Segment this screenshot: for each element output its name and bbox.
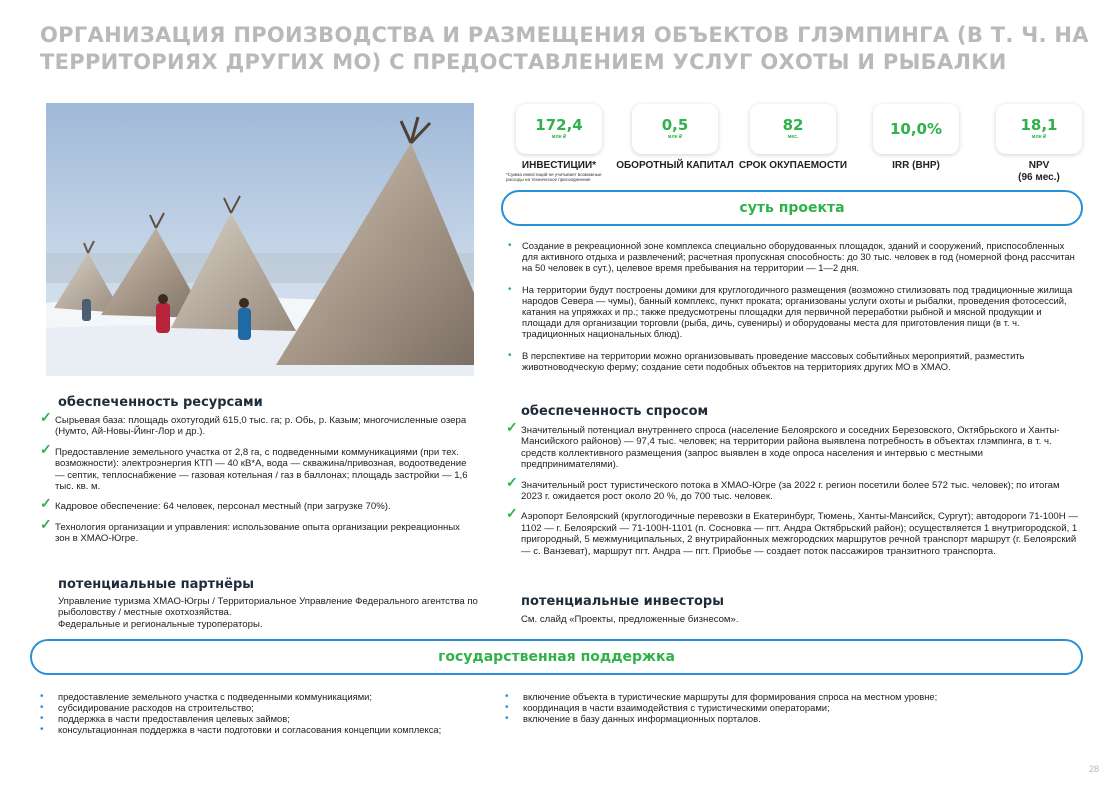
page-number: 28 (1088, 764, 1099, 774)
kpi-value: 18,1 (1020, 116, 1058, 134)
kpi-label: NPV (1028, 160, 1050, 171)
kpi-label: ИНВЕСТИЦИИ* (521, 160, 597, 171)
investors-text: См. слайд «Проекты, предложенные бизнесом». (521, 614, 739, 625)
list-item: ✓ Кадровое обеспечение: 64 человек, персонал местный (при загрузке 70%). (40, 495, 391, 513)
kpi-working-capital (616, 104, 734, 172)
list-item: ✓ Технология организации и управления: использование опыта организации рекреационных зон в ХМАО-Югре. (40, 515, 460, 545)
kpi-payback (734, 104, 852, 172)
kpi-value: 0,5 (661, 116, 689, 134)
investors-heading: потенциальные инвесторы (521, 594, 724, 609)
list-item: ✓ Аэропорт Белоярский (круглогодичные перевозки в Екатеринбург, Тюмень, Ханты-Мансийск, Сургут); автодороги 71-100Н — 1102 — г. Белоярский — 71-100Н-1101 (п. Сосновка — пгт. Андра Октябрьский район); осуществляется 1 внутригородской, 1 пригородный, 5 межмуниципальных, 2 внутрирайонных межгородских маршрутов речной транспорт маршрут (г. Белоярский — с. Ванзеват), маршрут пгт. Андра — пгт. Приобье — создает поток пассажиров транзитного транспорта. (506, 505, 1078, 557)
chum-illustration (46, 103, 474, 376)
project-core-heading: суть проекта (501, 190, 1083, 226)
checkmark-icon: ✓ (506, 419, 518, 435)
kpi-label: СРОК ОКУПАЕМОСТИ (738, 160, 848, 171)
list-item: ✓ Значительный потенциал внутреннего спроса (население Белоярского и соседних Березовского, Октябрьского и Ханты-Мансийского районов) — 97,4 тыс. человек; на территории района выявлена потребность в объектах глэмпинга, в т. ч. средств коллективного размещения (запрос выявлен в ходе опроса населения и интервью с местными предпринимателями). (506, 419, 1060, 471)
kpi-value: 10,0% (889, 119, 943, 138)
list-item: • включение объекта в туристические маршруты для формирования спроса на местном уровне; (505, 691, 1065, 702)
kpi-unit: мес. (787, 134, 799, 140)
partners-text: Управление туризма ХМАО-Югры / Территориальное Управление Федерального агентства по рыболовству / местные охотхозяйства. Федеральные и региональные туроператоры. (58, 596, 478, 630)
kpi-unit: млн ₽ (1031, 134, 1047, 140)
state-support-heading: государственная поддержка (30, 639, 1083, 675)
support-list-left (40, 691, 480, 735)
checkmark-icon: ✓ (40, 495, 52, 512)
list-item: ✓ Предоставление земельного участка от 2,8 га, с подведенными коммуникациями (при тех. возможности): электроэнергия КТП — 40 кВ*А, вода — скважина/привозная, водоотведение — септик, теплоснабжение — газовая котельная / газ в баллонах; площадь застройки — 1,6 тыс. кв. м. (40, 440, 468, 493)
kpi-row (500, 104, 1086, 192)
list-item: • консультационная поддержка в части подготовки и согласования концепции комплекса; (40, 724, 480, 735)
support-list-right (505, 691, 1065, 724)
checkmark-icon: ✓ (40, 409, 52, 425)
list-item: • субсидирование расходов на строительство; (40, 702, 480, 713)
kpi-footnote: *Сумма инвестиций не учитывает возможные расходы на техническое присоединение (506, 172, 602, 182)
kpi-investments (500, 104, 618, 182)
kpi-label: IRR (ВНР) (892, 160, 940, 171)
kpi-card (516, 104, 602, 154)
checkmark-icon: ✓ (40, 515, 52, 532)
list-item: • включение в базу данных информационных порталов. (505, 713, 1065, 724)
resources-list (40, 409, 472, 554)
kpi-label: ОБОРОТНЫЙ КАПИТАЛ (616, 160, 734, 171)
project-core-list (508, 240, 1078, 382)
demand-heading: обеспеченность спросом (521, 404, 709, 419)
partners-heading: потенциальные партнёры (58, 577, 255, 592)
list-item: • На территории будут построены домики для круглогодичного размещения (возможно стилизовать под традиционные жилища народов Севера — чумы), банный комплекс, пункт проката; организованы услуги охоты и рыбалки, проведения фотосессий, катания на упряжках и пр.; также предусмотрены площадки для первичной переработки рыбной и мясной продукции и площади для организации торговли (рыба, дичь, сувениры) и оборудованы места для приготовления пищи (в т. ч. традиционных национальных блюд). (508, 284, 1078, 340)
checkmark-icon: ✓ (506, 473, 518, 490)
list-item: • предоставление земельного участка с подведенными коммуникациями; (40, 691, 480, 702)
kpi-value: 82 (782, 116, 804, 134)
kpi-irr (857, 104, 975, 172)
checkmark-icon: ✓ (506, 505, 518, 522)
list-item: • Создание в рекреационной зоне комплекса специально оборудованных площадок, зданий и сооружений, приспособленных для активного отдыха и развлечений; расчетная пропускная способность: до 30 тыс. человек в год (номерной фонд рассчитан на 50 человек в сут.), целевое время пребывания на территории — 1—2 дня. (508, 240, 1078, 274)
list-item: ✓ Значительный рост туристического потока в ХМАО-Югре (за 2022 г. регион посетили более 572 тыс. человек); по итогам 2023 г. ожидается рост около 20 %, до 700 тыс. человек. (506, 473, 1060, 503)
kpi-card (632, 104, 718, 154)
chum-camp-photo (46, 103, 474, 376)
kpi-card (873, 104, 959, 154)
kpi-value: 172,4 (535, 116, 583, 134)
kpi-unit: млн ₽ (551, 134, 567, 140)
list-item: ✓ Сырьевая база: площадь охотугодий 615,0 тыс. га; р. Обь, р. Казым; многочисленные озера (Нумто, Ай-Новы-Йинг-Лор и др.). (40, 409, 467, 438)
resources-heading: обеспеченность ресурсами (58, 395, 263, 410)
kpi-npv (980, 104, 1098, 184)
page-title: ОРГАНИЗАЦИЯ ПРОИЗВОДСТВА И РАЗМЕЩЕНИЯ ОБЪЕКТОВ ГЛЭМПИНГА (В Т. Ч. НА ТЕРРИТОРИЯХ ДРУГИХ МО) С ПРЕДОСТАВЛЕНИЕМ УСЛУГ ОХОТЫ И РЫБАЛКИ (40, 23, 1089, 74)
list-item: • В перспективе на территории можно организовывать проведение массовых событийных мероприятий, разместить животноводческую ферму; создание сети подобных объектов на территориях других МО в ХМАО. (508, 350, 1078, 372)
kpi-sublabel: (96 мес.) (1018, 172, 1060, 183)
list-item: • поддержка в части предоставления целевых займов; (40, 713, 480, 724)
list-item: • координация в части взаимодействия с туристическими операторами; (505, 702, 1065, 713)
kpi-card (996, 104, 1082, 154)
kpi-card (750, 104, 836, 154)
kpi-unit: млн ₽ (667, 134, 683, 140)
demand-list (506, 419, 1080, 566)
checkmark-icon: ✓ (40, 440, 52, 457)
